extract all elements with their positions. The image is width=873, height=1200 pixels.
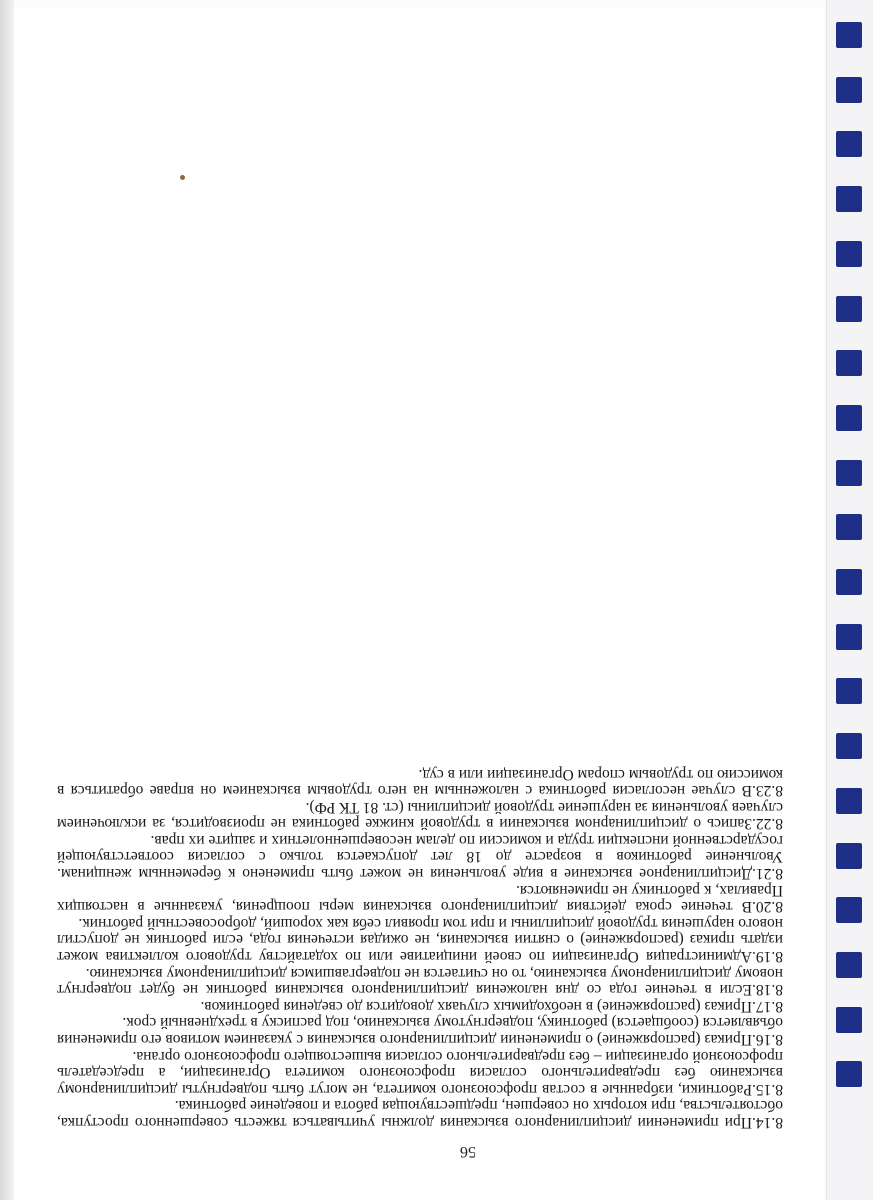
paragraph-8-16: 8.16.Приказ (распоряжение) о применении дисциплинарного взыскания с указанием мотивов его применения объявляется (сообщается) работнику, подвергнутому взысканию, под расписку в трехдневный срок.	[57, 1014, 783, 1049]
paragraph-8-18: 8.18.Если в течение года со дня наложения дисциплинарного взыскания работник не будет подвергнут новому дисциплинарному взысканию, то он считается не подвергавшимся дисциплинарному взысканию.	[57, 964, 783, 999]
document-body	[57, 765, 783, 1130]
paragraph-8-20: 8.20.В течение срока действия дисциплинарного взыскания меры поощрения, указанные в настоящих Правилах, к работнику не применяются.	[57, 881, 783, 916]
paragraph-8-21: 8.21.Дисциплинарное взыскание в виде увольнения не может быть применено к беременным женщинам. Увольнение работников в возрасте до 18 лет допускается только с согласия соответствующей государственной инспекции труда и комиссии по делам несовершеннолетних и защите их прав.	[57, 831, 783, 883]
paragraph-8-15: 8.15.Работники, избранные в состав профсоюзного комитета, не могут быть подвергнуты дисциплинарному взысканию без предварительного согласия профсоюзного комитета Организации, а председатель профсоюзной организации – без предварительного согласия вышестоящего профсоюзного органа.	[57, 1047, 783, 1098]
paragraph-8-23: 8.23.В случае несогласия работника с наложенным на него трудовым взысканием он вправе обратиться в комиссию по трудовым спорам Организации или в суд.	[57, 765, 783, 800]
paragraph-8-19: 8.19.Администрация Организации по своей инициативе или по ходатайству трудового коллектива может издать приказ (распоряжение) о снятии взыскания, не ожидая истечения года, если работник не допустил нового нарушения трудовой дисциплины и при том проявил себя как хороший, добросовестный работник.	[57, 914, 783, 966]
paragraph-8-14: 8.14.При применении дисциплинарного взыскания должны учитываться тяжесть совершенного проступка, обстоятельства, при которых он совершен, предшествующая работа и поведение работника.	[57, 1097, 783, 1131]
page-number: 56	[460, 1143, 476, 1160]
paragraph-8-22: 8.22.Запись о дисциплинарном взыскании в трудовой книжке работника не производится, за исключением случаев увольнения за нарушение трудовой дисциплины (ст. 81 ТК РФ).	[57, 798, 783, 833]
paragraph-8-17: 8.17.Приказ (распоряжение) в необходимых случаях доводится до сведения работников.	[200, 997, 783, 1015]
